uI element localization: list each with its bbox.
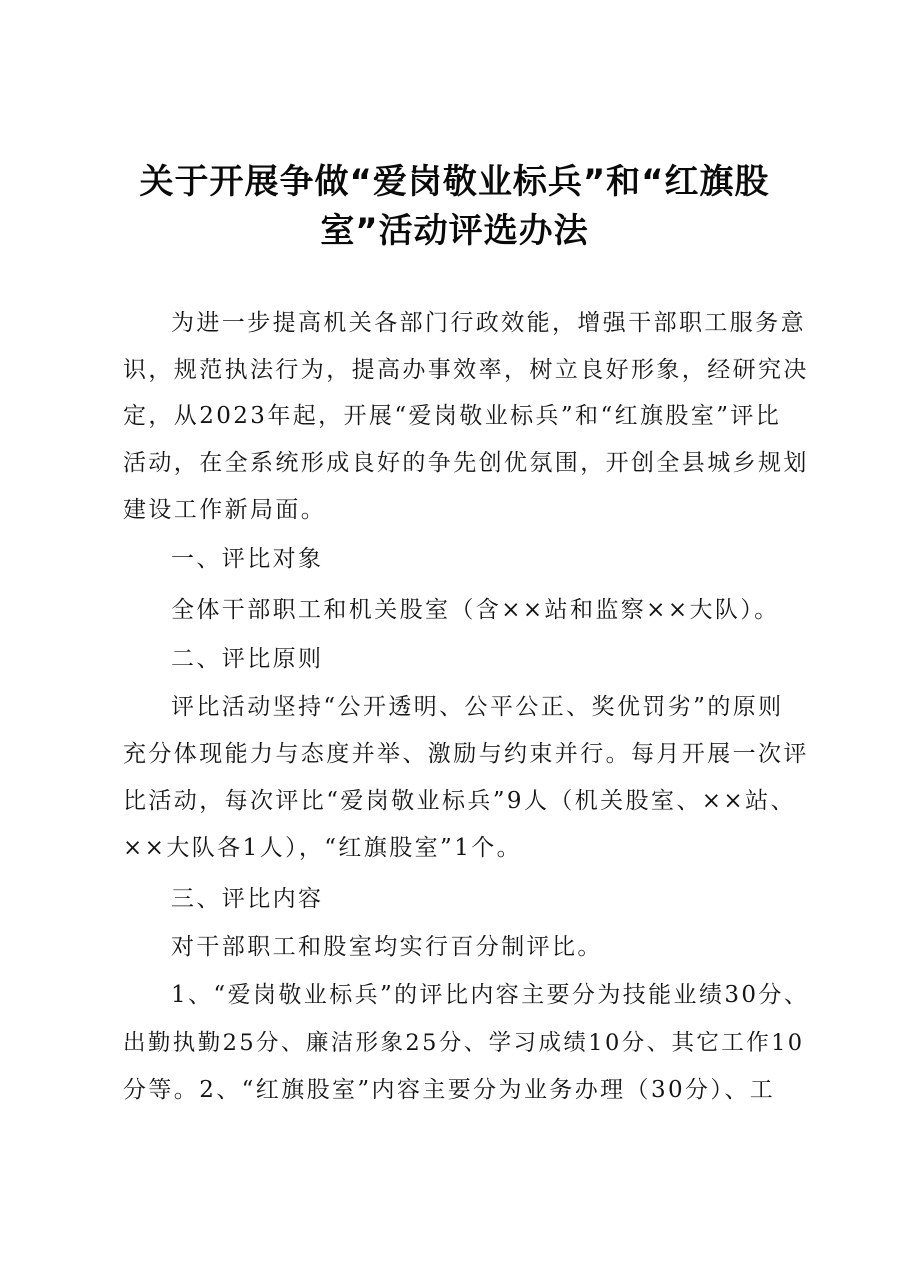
section-1-text: 全体干部职工和机关股室（含××站和监察××大队）。 — [171, 597, 780, 623]
section-2-line-3: 比活动，每次评比“爱岗敬业标兵”9人（机关股室、××站、 — [123, 788, 796, 814]
section-2-line-4: ××大队各1人），“红旗股室”1个。 — [123, 835, 523, 861]
document-title-line-1: 关于开展争做“爱岗敬业标兵”和“红旗股 — [139, 162, 770, 202]
section-heading-3: 三、评比内容 — [171, 886, 324, 912]
paragraph-intro-line-4: 活动，在全系统形成良好的争先创优氛围，开创全县城乡规划 — [123, 450, 809, 476]
paragraph-intro-line-1: 为进一步提高机关各部门行政效能，增强干部职工服务意 — [171, 310, 806, 336]
paragraph-intro-line-2: 识，规范执法行为，提高办事效率，树立良好形象，经研究决 — [123, 357, 809, 383]
section-3-item-line-2: 出勤执勤25分、廉洁形象25分、学习成绩10分、其它工作10 — [123, 1030, 805, 1056]
section-3-item-line-1: 1、“爱岗敬业标兵”的评比内容主要分为技能业绩30分、 — [171, 982, 810, 1008]
section-heading-2: 二、评比原则 — [171, 646, 324, 672]
section-2-line-2: 充分体现能力与态度并举、激励与约束并行。每月开展一次评 — [123, 741, 809, 767]
paragraph-intro-line-3: 定，从2023年起，开展“爱岗敬业标兵”和“红旗股室”评比 — [123, 403, 782, 429]
section-3-text: 对干部职工和股室均实行百分制评比。 — [171, 934, 603, 960]
document-title-line-2: 室”活动评选办法 — [320, 211, 589, 251]
section-2-line-1: 评比活动坚持“公开透明、公平公正、奖优罚劣”的原则 — [171, 694, 784, 720]
section-3-item-line-3: 分等。2、“红旗股室”内容主要分为业务办理（30分）、工 — [123, 1077, 776, 1103]
paragraph-intro-line-5: 建设工作新局面。 — [123, 497, 327, 523]
section-heading-1: 一、评比对象 — [171, 546, 324, 572]
